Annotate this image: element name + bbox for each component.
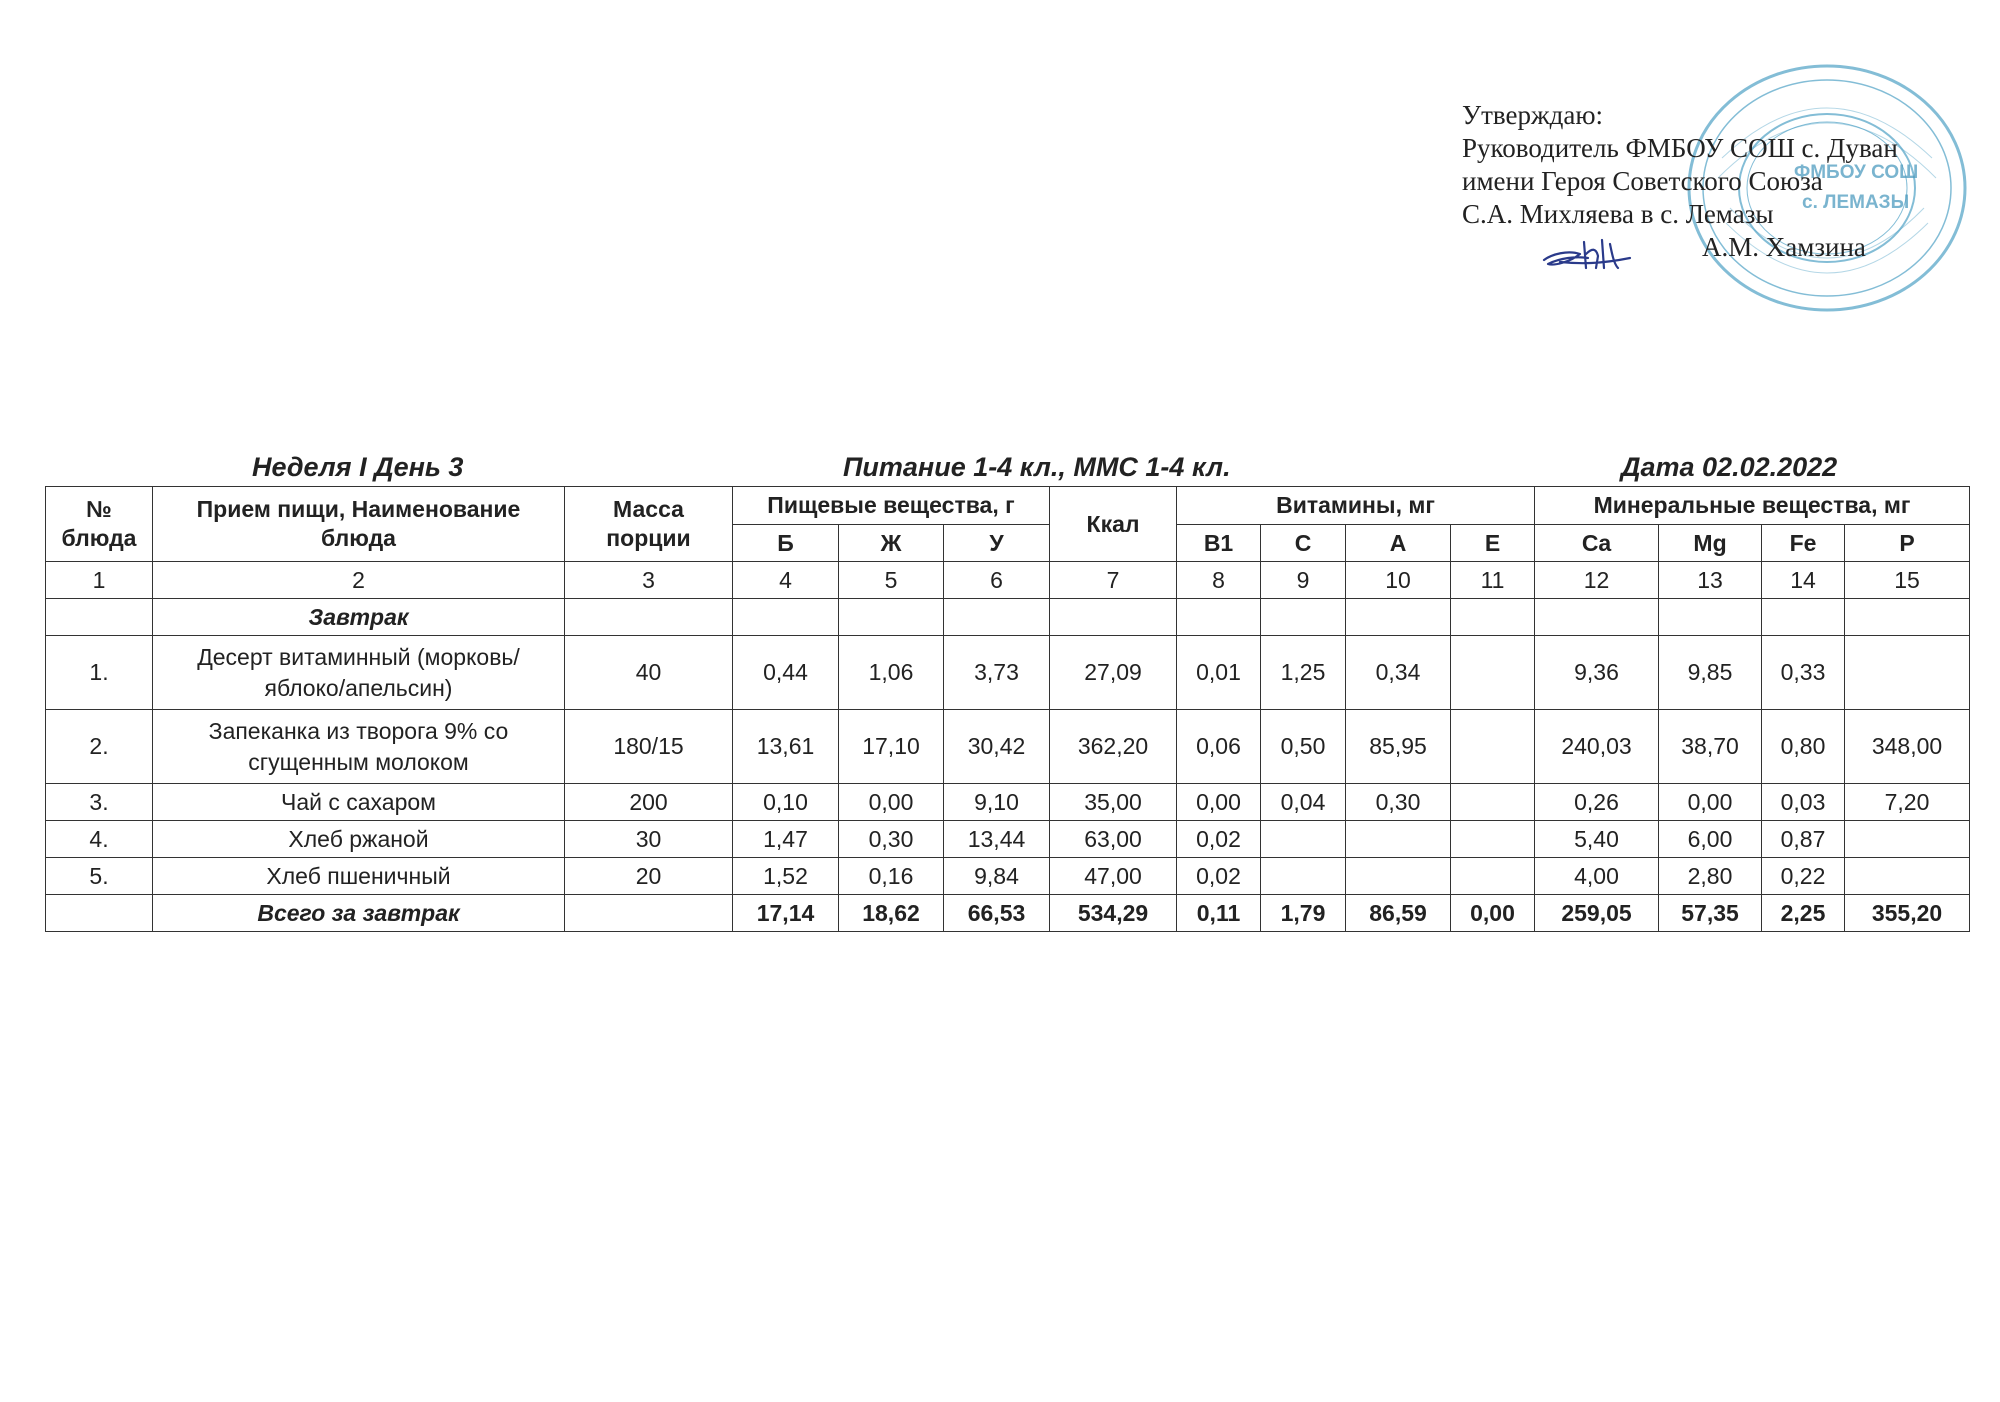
p: 7,20 bbox=[1845, 784, 1970, 821]
table-row bbox=[46, 858, 1970, 895]
header-vit-b1: B1 bbox=[1177, 525, 1261, 562]
header-fe: Fe bbox=[1762, 525, 1845, 562]
dish-number: 4. bbox=[46, 821, 153, 858]
fe: 0,80 bbox=[1762, 710, 1845, 784]
fat: 0,16 bbox=[839, 858, 944, 895]
vit-e bbox=[1451, 784, 1535, 821]
vit-b1: 0,01 bbox=[1177, 636, 1261, 710]
total-fat: 18,62 bbox=[839, 895, 944, 932]
column-number: 5 bbox=[839, 562, 944, 599]
column-number: 12 bbox=[1535, 562, 1659, 599]
header-fat: Ж bbox=[839, 525, 944, 562]
dish-number: 3. bbox=[46, 784, 153, 821]
total-p: 355,20 bbox=[1845, 895, 1970, 932]
mg: 9,85 bbox=[1659, 636, 1762, 710]
ca: 240,03 bbox=[1535, 710, 1659, 784]
dish-name: Чай с сахаром bbox=[153, 784, 565, 821]
mg: 0,00 bbox=[1659, 784, 1762, 821]
column-number: 14 bbox=[1762, 562, 1845, 599]
p bbox=[1845, 858, 1970, 895]
ca: 0,26 bbox=[1535, 784, 1659, 821]
fat: 17,10 bbox=[839, 710, 944, 784]
column-number: 15 bbox=[1845, 562, 1970, 599]
column-number: 3 bbox=[565, 562, 733, 599]
total-vit-c: 1,79 bbox=[1261, 895, 1346, 932]
header-kcal: Ккал bbox=[1050, 487, 1177, 562]
header-nutrients: Пищевые вещества, г bbox=[733, 487, 1050, 525]
ca: 9,36 bbox=[1535, 636, 1659, 710]
header-vit-c: C bbox=[1261, 525, 1346, 562]
vit-e bbox=[1451, 710, 1535, 784]
protein: 1,52 bbox=[733, 858, 839, 895]
header-protein: Б bbox=[733, 525, 839, 562]
approval-position: Руководитель ФМБОУ СОШ с. Дуван bbox=[1462, 133, 1898, 163]
approval-position-cont: имени Героя Советского Союза bbox=[1462, 166, 1823, 196]
total-mg: 57,35 bbox=[1659, 895, 1762, 932]
vit-a bbox=[1346, 821, 1451, 858]
dish-number: 2. bbox=[46, 710, 153, 784]
total-vit-a: 86,59 bbox=[1346, 895, 1451, 932]
vit-b1: 0,06 bbox=[1177, 710, 1261, 784]
header-p: P bbox=[1845, 525, 1970, 562]
header-mg: Mg bbox=[1659, 525, 1762, 562]
carbs: 3,73 bbox=[944, 636, 1050, 710]
dish-name: Хлеб ржаной bbox=[153, 821, 565, 858]
column-number: 8 bbox=[1177, 562, 1261, 599]
column-number: 4 bbox=[733, 562, 839, 599]
vit-c: 0,04 bbox=[1261, 784, 1346, 821]
fat: 0,00 bbox=[839, 784, 944, 821]
column-number-row bbox=[46, 562, 1970, 599]
table-row bbox=[46, 636, 1970, 710]
fat: 1,06 bbox=[839, 636, 944, 710]
fe: 0,87 bbox=[1762, 821, 1845, 858]
kcal: 35,00 bbox=[1050, 784, 1177, 821]
column-number: 10 bbox=[1346, 562, 1451, 599]
mg: 6,00 bbox=[1659, 821, 1762, 858]
carbs: 13,44 bbox=[944, 821, 1050, 858]
carbs: 9,10 bbox=[944, 784, 1050, 821]
total-protein: 17,14 bbox=[733, 895, 839, 932]
vit-b1: 0,00 bbox=[1177, 784, 1261, 821]
vit-e bbox=[1451, 821, 1535, 858]
carbs: 9,84 bbox=[944, 858, 1050, 895]
fe: 0,03 bbox=[1762, 784, 1845, 821]
vit-c bbox=[1261, 858, 1346, 895]
date-heading: Дата 02.02.2022 bbox=[1621, 452, 1838, 482]
approval-signer: А.М. Хамзина bbox=[1702, 232, 1866, 262]
mg: 2,80 bbox=[1659, 858, 1762, 895]
fe: 0,22 bbox=[1762, 858, 1845, 895]
total-ca: 259,05 bbox=[1535, 895, 1659, 932]
protein: 0,44 bbox=[733, 636, 839, 710]
menu-table bbox=[45, 486, 1970, 932]
portion-mass: 20 bbox=[565, 858, 733, 895]
approval-title: Утверждаю: bbox=[1462, 100, 1604, 130]
protein: 0,10 bbox=[733, 784, 839, 821]
kcal: 362,20 bbox=[1050, 710, 1177, 784]
dish-number: 5. bbox=[46, 858, 153, 895]
vit-a: 0,30 bbox=[1346, 784, 1451, 821]
fat: 0,30 bbox=[839, 821, 944, 858]
column-number: 9 bbox=[1261, 562, 1346, 599]
vit-b1: 0,02 bbox=[1177, 858, 1261, 895]
header-carbs: У bbox=[944, 525, 1050, 562]
portion-mass: 30 bbox=[565, 821, 733, 858]
total-label: Всего за завтрак bbox=[153, 895, 565, 932]
feeding-heading: Питание 1-4 кл., ММС 1-4 кл. bbox=[843, 452, 1231, 482]
column-number: 11 bbox=[1451, 562, 1535, 599]
header-minerals: Минеральные вещества, мг bbox=[1535, 487, 1970, 525]
p: 348,00 bbox=[1845, 710, 1970, 784]
total-kcal: 534,29 bbox=[1050, 895, 1177, 932]
vit-e bbox=[1451, 636, 1535, 710]
stamp-text: ФМБОУ СОШ bbox=[1794, 162, 1919, 183]
kcal: 27,09 bbox=[1050, 636, 1177, 710]
stamp-text: с. ЛЕМАЗЫ bbox=[1802, 192, 1910, 213]
kcal: 47,00 bbox=[1050, 858, 1177, 895]
total-carbs: 66,53 bbox=[944, 895, 1050, 932]
vit-a bbox=[1346, 858, 1451, 895]
ca: 4,00 bbox=[1535, 858, 1659, 895]
portion-mass: 180/15 bbox=[565, 710, 733, 784]
total-fe: 2,25 bbox=[1762, 895, 1845, 932]
header-vit-e: E bbox=[1451, 525, 1535, 562]
dish-number: 1. bbox=[46, 636, 153, 710]
header-vitamins: Витамины, мг bbox=[1177, 487, 1535, 525]
table-header-row bbox=[46, 487, 1970, 525]
p bbox=[1845, 636, 1970, 710]
vit-b1: 0,02 bbox=[1177, 821, 1261, 858]
protein: 13,61 bbox=[733, 710, 839, 784]
total-vit-b1: 0,11 bbox=[1177, 895, 1261, 932]
dish-name: Десерт витаминный (морковь/яблоко/апельсин) bbox=[153, 636, 565, 710]
column-number: 6 bbox=[944, 562, 1050, 599]
vit-a: 85,95 bbox=[1346, 710, 1451, 784]
fe: 0,33 bbox=[1762, 636, 1845, 710]
section-row-breakfast bbox=[46, 599, 1970, 636]
column-number: 2 bbox=[153, 562, 565, 599]
vit-c: 1,25 bbox=[1261, 636, 1346, 710]
table-row bbox=[46, 821, 1970, 858]
section-title: Завтрак bbox=[153, 599, 565, 636]
ca: 5,40 bbox=[1535, 821, 1659, 858]
vit-e bbox=[1451, 858, 1535, 895]
approval-block bbox=[1462, 99, 1922, 264]
week-day-heading: Неделя I День 3 bbox=[252, 452, 464, 482]
vit-c bbox=[1261, 821, 1346, 858]
table-row bbox=[46, 710, 1970, 784]
portion-mass: 40 bbox=[565, 636, 733, 710]
p bbox=[1845, 821, 1970, 858]
column-number: 1 bbox=[46, 562, 153, 599]
column-number: 7 bbox=[1050, 562, 1177, 599]
total-vit-e: 0,00 bbox=[1451, 895, 1535, 932]
vit-a: 0,34 bbox=[1346, 636, 1451, 710]
total-row bbox=[46, 895, 1970, 932]
mg: 38,70 bbox=[1659, 710, 1762, 784]
protein: 1,47 bbox=[733, 821, 839, 858]
header-vit-a: A bbox=[1346, 525, 1451, 562]
header-dish-number: № блюда bbox=[46, 487, 153, 562]
carbs: 30,42 bbox=[944, 710, 1050, 784]
signature-icon bbox=[1540, 234, 1640, 274]
kcal: 63,00 bbox=[1050, 821, 1177, 858]
header-ca: Ca bbox=[1535, 525, 1659, 562]
dish-name: Хлеб пшеничный bbox=[153, 858, 565, 895]
header-meal-name: Прием пищи, Наименование блюда bbox=[153, 487, 565, 562]
column-number: 13 bbox=[1659, 562, 1762, 599]
vit-c: 0,50 bbox=[1261, 710, 1346, 784]
approval-position-cont2: С.А. Михляева в с. Лемазы bbox=[1462, 199, 1774, 229]
portion-mass: 200 bbox=[565, 784, 733, 821]
table-row bbox=[46, 784, 1970, 821]
header-portion-mass: Масса порции bbox=[565, 487, 733, 562]
dish-name: Запеканка из творога 9% со сгущенным молоком bbox=[153, 710, 565, 784]
